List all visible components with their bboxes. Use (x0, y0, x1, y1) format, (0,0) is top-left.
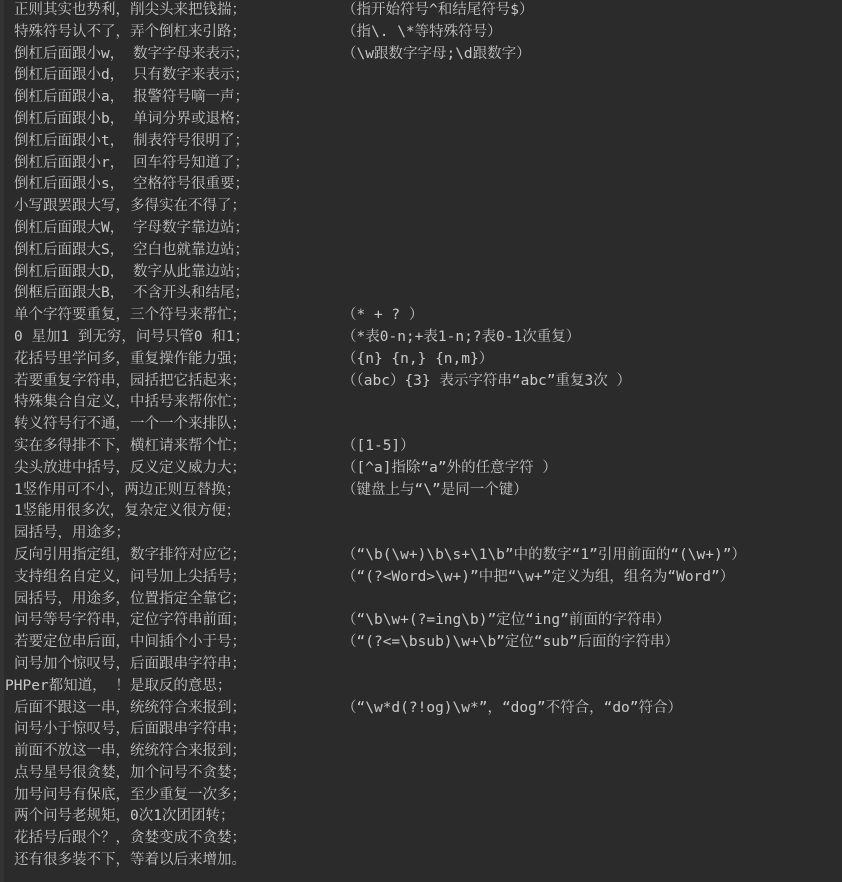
line-text: 支持组名自定义，问号加上尖括号； (14, 568, 246, 585)
line-note: （“\w*d(?!og)\w*”，“dog”不符合，“do”符合） (342, 699, 683, 716)
line-text: 倒杠后面跟小a， 报警符号嘀一声； (14, 89, 249, 106)
line-text: 倒杠后面跟大S， 空白也就靠边站； (14, 241, 249, 258)
line-note: （[1-5]） (342, 437, 415, 454)
code-line[interactable] (0, 589, 842, 611)
code-line[interactable] (0, 174, 842, 196)
line-text: 单个字符要重复，三个符号来帮忙； (14, 307, 246, 324)
code-line[interactable] (0, 349, 842, 371)
line-text: 尖头放进中括号，反义定义威力大； (14, 459, 246, 476)
line-text: 特殊符号认不了，弄个倒杠来引路； (14, 23, 246, 40)
code-line[interactable] (0, 196, 842, 218)
code-line[interactable] (0, 0, 842, 22)
line-text: 倒杠后面跟小d， 只有数字来表示； (14, 67, 249, 84)
code-line[interactable] (0, 654, 842, 676)
line-text: 园括号，用途多，位置指定全靠它； (14, 590, 246, 607)
line-text: 小写跟罢跟大写，多得实在不得了； (14, 198, 246, 215)
line-text: 1竖能用很多次，复杂定义很方便； (14, 503, 241, 520)
code-line[interactable] (0, 763, 842, 785)
code-line[interactable] (0, 305, 842, 327)
code-line[interactable] (0, 392, 842, 414)
line-text: 花括号后跟个？，贪婪变成不贪婪； (14, 830, 246, 847)
line-text: 倒杠后面跟小b， 单词分界或退格； (14, 110, 249, 127)
line-note: （“(?<=\bsub)\w+\b”定位“sub”后面的字符串） (342, 634, 680, 651)
line-text: 1竖作用可不小，两边正则互替换； (14, 481, 241, 498)
line-text: 倒杠后面跟小r， 回车符号知道了； (14, 154, 249, 171)
line-text: 问号加个惊叹号，后面跟串字符串； (14, 655, 246, 672)
code-line[interactable] (0, 458, 842, 480)
code-line[interactable] (0, 567, 842, 589)
line-text: 实在多得排不下，横杠请来帮个忙； (14, 437, 246, 454)
line-note: （\w跟数字字母;\d跟数字） (342, 45, 531, 62)
line-text: 问号小于惊叹号，后面跟串字符串； (14, 721, 246, 738)
code-line[interactable] (0, 632, 842, 654)
line-text: 前面不放这一串，统统符合来报到； (14, 743, 246, 760)
line-note: （指\. \*等特殊符号） (342, 23, 502, 40)
code-line[interactable] (0, 327, 842, 349)
line-text: 问号等号字符串，定位字符串前面； (14, 612, 246, 629)
code-line[interactable] (0, 283, 842, 305)
code-line[interactable] (0, 741, 842, 763)
code-line[interactable] (0, 371, 842, 393)
code-line[interactable] (0, 131, 842, 153)
line-note: （“\b(\w+)\b\s+\1\b”中的数字“1”引用前面的“(\w+)”） (342, 546, 746, 563)
code-line[interactable] (0, 806, 842, 828)
code-line[interactable] (0, 262, 842, 284)
line-note: （“\b\w+(?=ing\b)”定位“ing”前面的字符串） (342, 612, 671, 629)
line-text: 倒杠后面跟大D， 数字从此靠边站； (14, 263, 249, 280)
line-text: 还有很多装不下，等着以后来增加。 (14, 852, 246, 869)
line-text: 点号星号很贪婪，加个问号不贪婪； (14, 764, 246, 781)
line-text: 倒框后面跟大B， 不含开头和结尾； (14, 285, 249, 302)
code-line[interactable] (0, 610, 842, 632)
line-text: 若要重复字符串，园括把它括起来； (14, 372, 246, 389)
code-line[interactable] (0, 153, 842, 175)
line-note: （[^a]指除“a”外的任意字符 ） (342, 459, 557, 476)
line-text: 倒杠后面跟大W， 字母数字靠边站； (14, 219, 249, 236)
code-line[interactable] (0, 22, 842, 44)
line-note: （*表0-n;+表1-n;?表0-1次重复） (342, 328, 581, 345)
line-text: 园括号，用途多； (14, 525, 130, 542)
line-note: （* + ? ） (342, 307, 424, 324)
code-line[interactable] (0, 414, 842, 436)
line-text: PHPer都知道， ！是取反的意思； (5, 677, 232, 694)
code-line[interactable] (0, 719, 842, 741)
code-line[interactable] (0, 850, 842, 872)
line-text: 倒杠后面跟小s， 空格符号很重要； (14, 176, 249, 193)
line-text: 后面不跟这一串，统统符合来报到； (14, 699, 246, 716)
line-note: （“(?<Word>\w+)”中把“\w+”定义为组，组名为“Word”） (342, 568, 735, 585)
line-text: 若要定位串后面，中间插个小于号； (14, 634, 246, 651)
code-line[interactable] (0, 676, 842, 698)
code-line[interactable] (0, 545, 842, 567)
line-note: （指开始符号^和结尾符号$） (342, 2, 534, 18)
code-line[interactable] (0, 109, 842, 131)
line-text: 转义符号行不通，一个一个来排队； (14, 416, 246, 433)
line-text: 倒杠后面跟小t， 制表符号很明了； (14, 132, 249, 149)
line-note: （（abc）{3} 表示字符串“abc”重复3次 ） (342, 372, 631, 389)
line-text: 正则其实也势利，削尖头来把钱揣； (14, 2, 246, 18)
code-line[interactable] (0, 240, 842, 262)
line-note: （{n} {n,} {n,m}） (342, 350, 494, 367)
line-text: 倒杠后面跟小w， 数字字母来表示； (14, 45, 249, 62)
code-line[interactable] (0, 501, 842, 523)
code-line[interactable] (0, 218, 842, 240)
line-text: 两个问号老规矩，0次1次团团转； (14, 808, 235, 825)
line-note: （键盘上与“\”是同一个键） (342, 481, 528, 498)
line-text: 花括号里学问多，重复操作能力强； (14, 350, 246, 367)
code-line[interactable] (0, 436, 842, 458)
code-line[interactable] (0, 87, 842, 109)
code-line[interactable] (0, 523, 842, 545)
line-text: 反向引用指定组，数字排符对应它； (14, 546, 246, 563)
code-line[interactable] (0, 785, 842, 807)
line-text: 特殊集合自定义，中括号来帮你忙； (14, 394, 246, 411)
line-text: 0 星加1 到无穷，问号只管0 和1； (14, 328, 250, 345)
code-line[interactable] (0, 44, 842, 66)
code-line[interactable] (0, 828, 842, 850)
code-line[interactable] (0, 698, 842, 720)
line-text: 加号问号有保底，至少重复一次多； (14, 786, 246, 803)
code-line[interactable] (0, 65, 842, 87)
code-line[interactable] (0, 480, 842, 502)
